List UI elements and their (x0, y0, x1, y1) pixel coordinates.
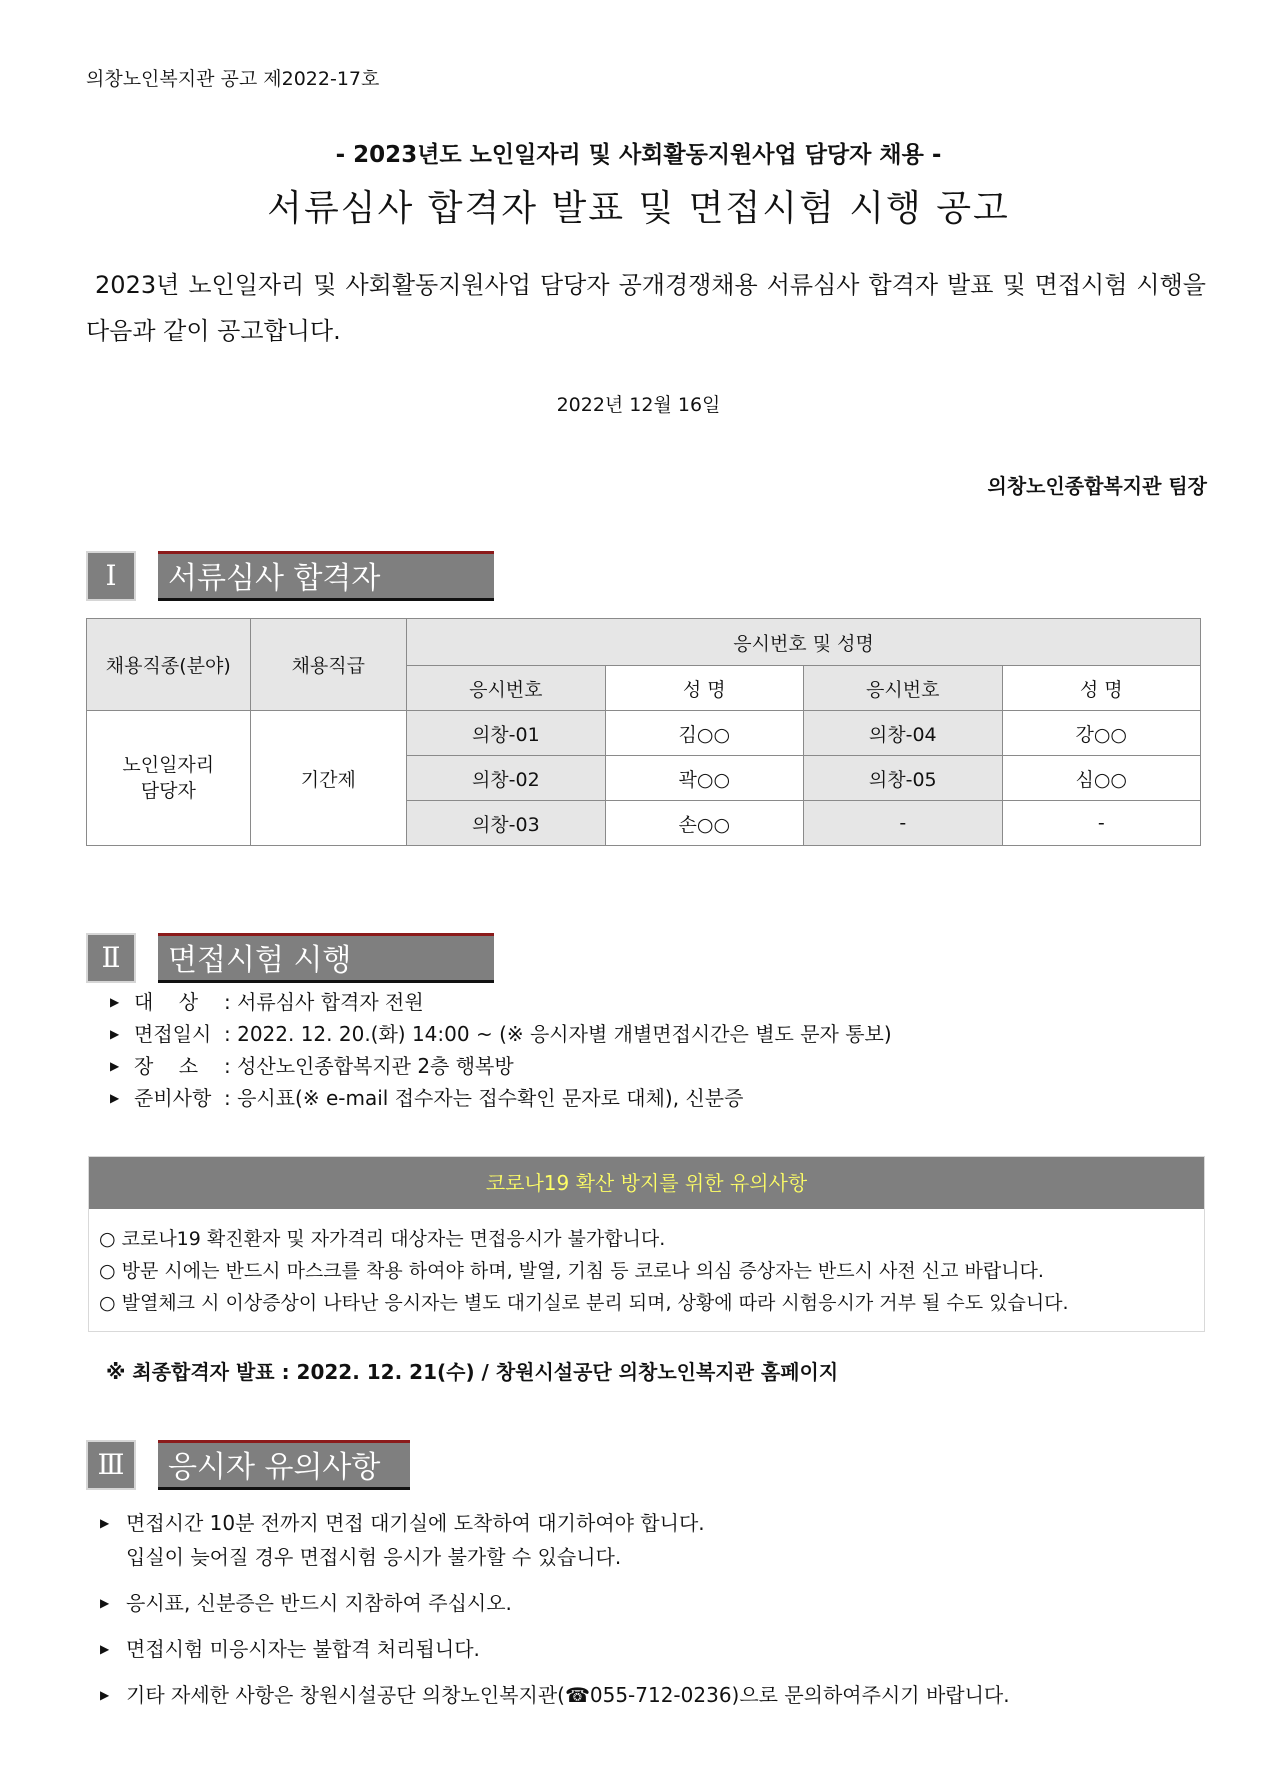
section-2-number: Ⅱ (86, 933, 136, 983)
bullet-triangle-icon: ▶ (100, 1688, 110, 1702)
bullet-triangle-icon: ▶ (100, 1596, 110, 1610)
list-item: ▶ 면접일시 : 2022. 12. 20.(화) 14:00 ~ (※ 응시자별 개별면접시간은 별도 문자 통보) (110, 1018, 892, 1050)
applicant-no: 의창-03 (407, 801, 606, 846)
col-header-name-1: 성 명 (605, 666, 803, 711)
section-1-number: I (86, 551, 136, 601)
applicant-name: 심○○ (1002, 756, 1201, 801)
applicant-no: 의창-05 (804, 756, 1003, 801)
list-item: ▶ 대 상 : 서류심사 합격자 전원 (110, 986, 892, 1018)
col-header-no-2: 응시번호 (804, 666, 1003, 711)
applicant-name: 곽○○ (605, 756, 803, 801)
notice-subtitle: - 2023년도 노인일자리 및 사회활동지원사업 담당자 채용 - (335, 142, 942, 168)
col-header-job: 채용직종(분야) (87, 619, 251, 711)
bullet-triangle-icon: ▶ (100, 1642, 110, 1656)
applicant-name: 강○○ (1002, 711, 1201, 756)
table-row (87, 711, 1201, 756)
list-item: ▶ 면접시간 10분 전까지 면접 대기실에 도착하여 대기하여야 합니다. 입실이 늦어질 경우 면접시험 응시가 불가할 수 있습니다. (100, 1506, 1010, 1574)
section-2-title: 면접시험 시행 (158, 933, 494, 983)
bullet-triangle-icon: ▶ (110, 995, 120, 1009)
applicant-name: 김○○ (605, 711, 803, 756)
bullet-triangle-icon: ▶ (110, 1027, 120, 1041)
applicant-notes (100, 1506, 1010, 1724)
col-header-name-2: 성 명 (1002, 666, 1201, 711)
job-cell: 노인일자리 담당자 (87, 711, 251, 846)
applicant-name: - (1002, 801, 1201, 846)
col-header-group: 응시번호 및 성명 (407, 619, 1201, 666)
list-item: ▶ 면접시험 미응시자는 불합격 처리됩니다. (100, 1632, 1010, 1666)
applicant-no: 의창-01 (407, 711, 606, 756)
section-1-title: 서류심사 합격자 (158, 551, 494, 601)
covid-notice-line: ○ 코로나19 확진환자 및 자가격리 대상자는 면접응시가 불가합니다. (99, 1228, 666, 1250)
list-item: ▶ 준비사항 : 응시표(※ e-mail 접수자는 접수확인 문자로 대체), 신분증 (110, 1082, 892, 1114)
applicant-name: 손○○ (605, 801, 803, 846)
intro-paragraph: 2023년 노인일자리 및 사회활동지원사업 담당자 공개경쟁채용 서류심사 합격자 발표 및 면접시험 시행을 다음과 같이 공고합니다. (86, 271, 1206, 345)
covid-notice-line: ○ 방문 시에는 반드시 마스크를 착용 하여야 하며, 발열, 기침 등 코로나 의심 증상자는 반드시 사전 신고 바랍니다. (99, 1260, 1044, 1282)
bullet-triangle-icon: ▶ (110, 1059, 120, 1073)
list-item: ▶ 기타 자세한 사항은 창원시설공단 의창노인복지관(☎055-712-0236)으로 문의하여주시기 바랍니다. (100, 1678, 1010, 1712)
results-table (86, 618, 1201, 846)
covid-notice-box (88, 1156, 1205, 1332)
list-item: ▶ 장 소 : 성산노인종합복지관 2층 행복방 (110, 1050, 892, 1082)
interview-details (110, 986, 892, 1114)
covid-notice-heading: 코로나19 확산 방지를 위한 유의사항 (89, 1157, 1204, 1209)
grade-cell: 기간제 (250, 711, 407, 846)
notice-number: 의창노인복지관 공고 제2022-17호 (86, 68, 380, 90)
section-3-number: Ⅲ (86, 1440, 136, 1490)
notice-date: 2022년 12월 16일 (556, 394, 721, 416)
notice-title: 서류심사 합격자 발표 및 면접시험 시행 공고 (267, 188, 1010, 229)
final-announcement: ※ 최종합격자 발표 : 2022. 12. 21(수) / 창원시설공단 의창노인복지관 홈페이지 (106, 1360, 839, 1384)
covid-notice-line: ○ 발열체크 시 이상증상이 나타난 응시자는 별도 대기실로 분리 되며, 상황에 따라 시험응시가 거부 될 수도 있습니다. (99, 1292, 1069, 1314)
applicant-no: 의창-02 (407, 756, 606, 801)
signer: 의창노인종합복지관 팀장 (987, 474, 1207, 498)
col-header-grade: 채용직급 (250, 619, 407, 711)
section-3-title: 응시자 유의사항 (158, 1440, 410, 1490)
bullet-triangle-icon: ▶ (110, 1091, 120, 1105)
col-header-no-1: 응시번호 (407, 666, 606, 711)
applicant-no: - (804, 801, 1003, 846)
applicant-no: 의창-04 (804, 711, 1003, 756)
bullet-triangle-icon: ▶ (100, 1516, 110, 1530)
list-item: ▶ 응시표, 신분증은 반드시 지참하여 주십시오. (100, 1586, 1010, 1620)
